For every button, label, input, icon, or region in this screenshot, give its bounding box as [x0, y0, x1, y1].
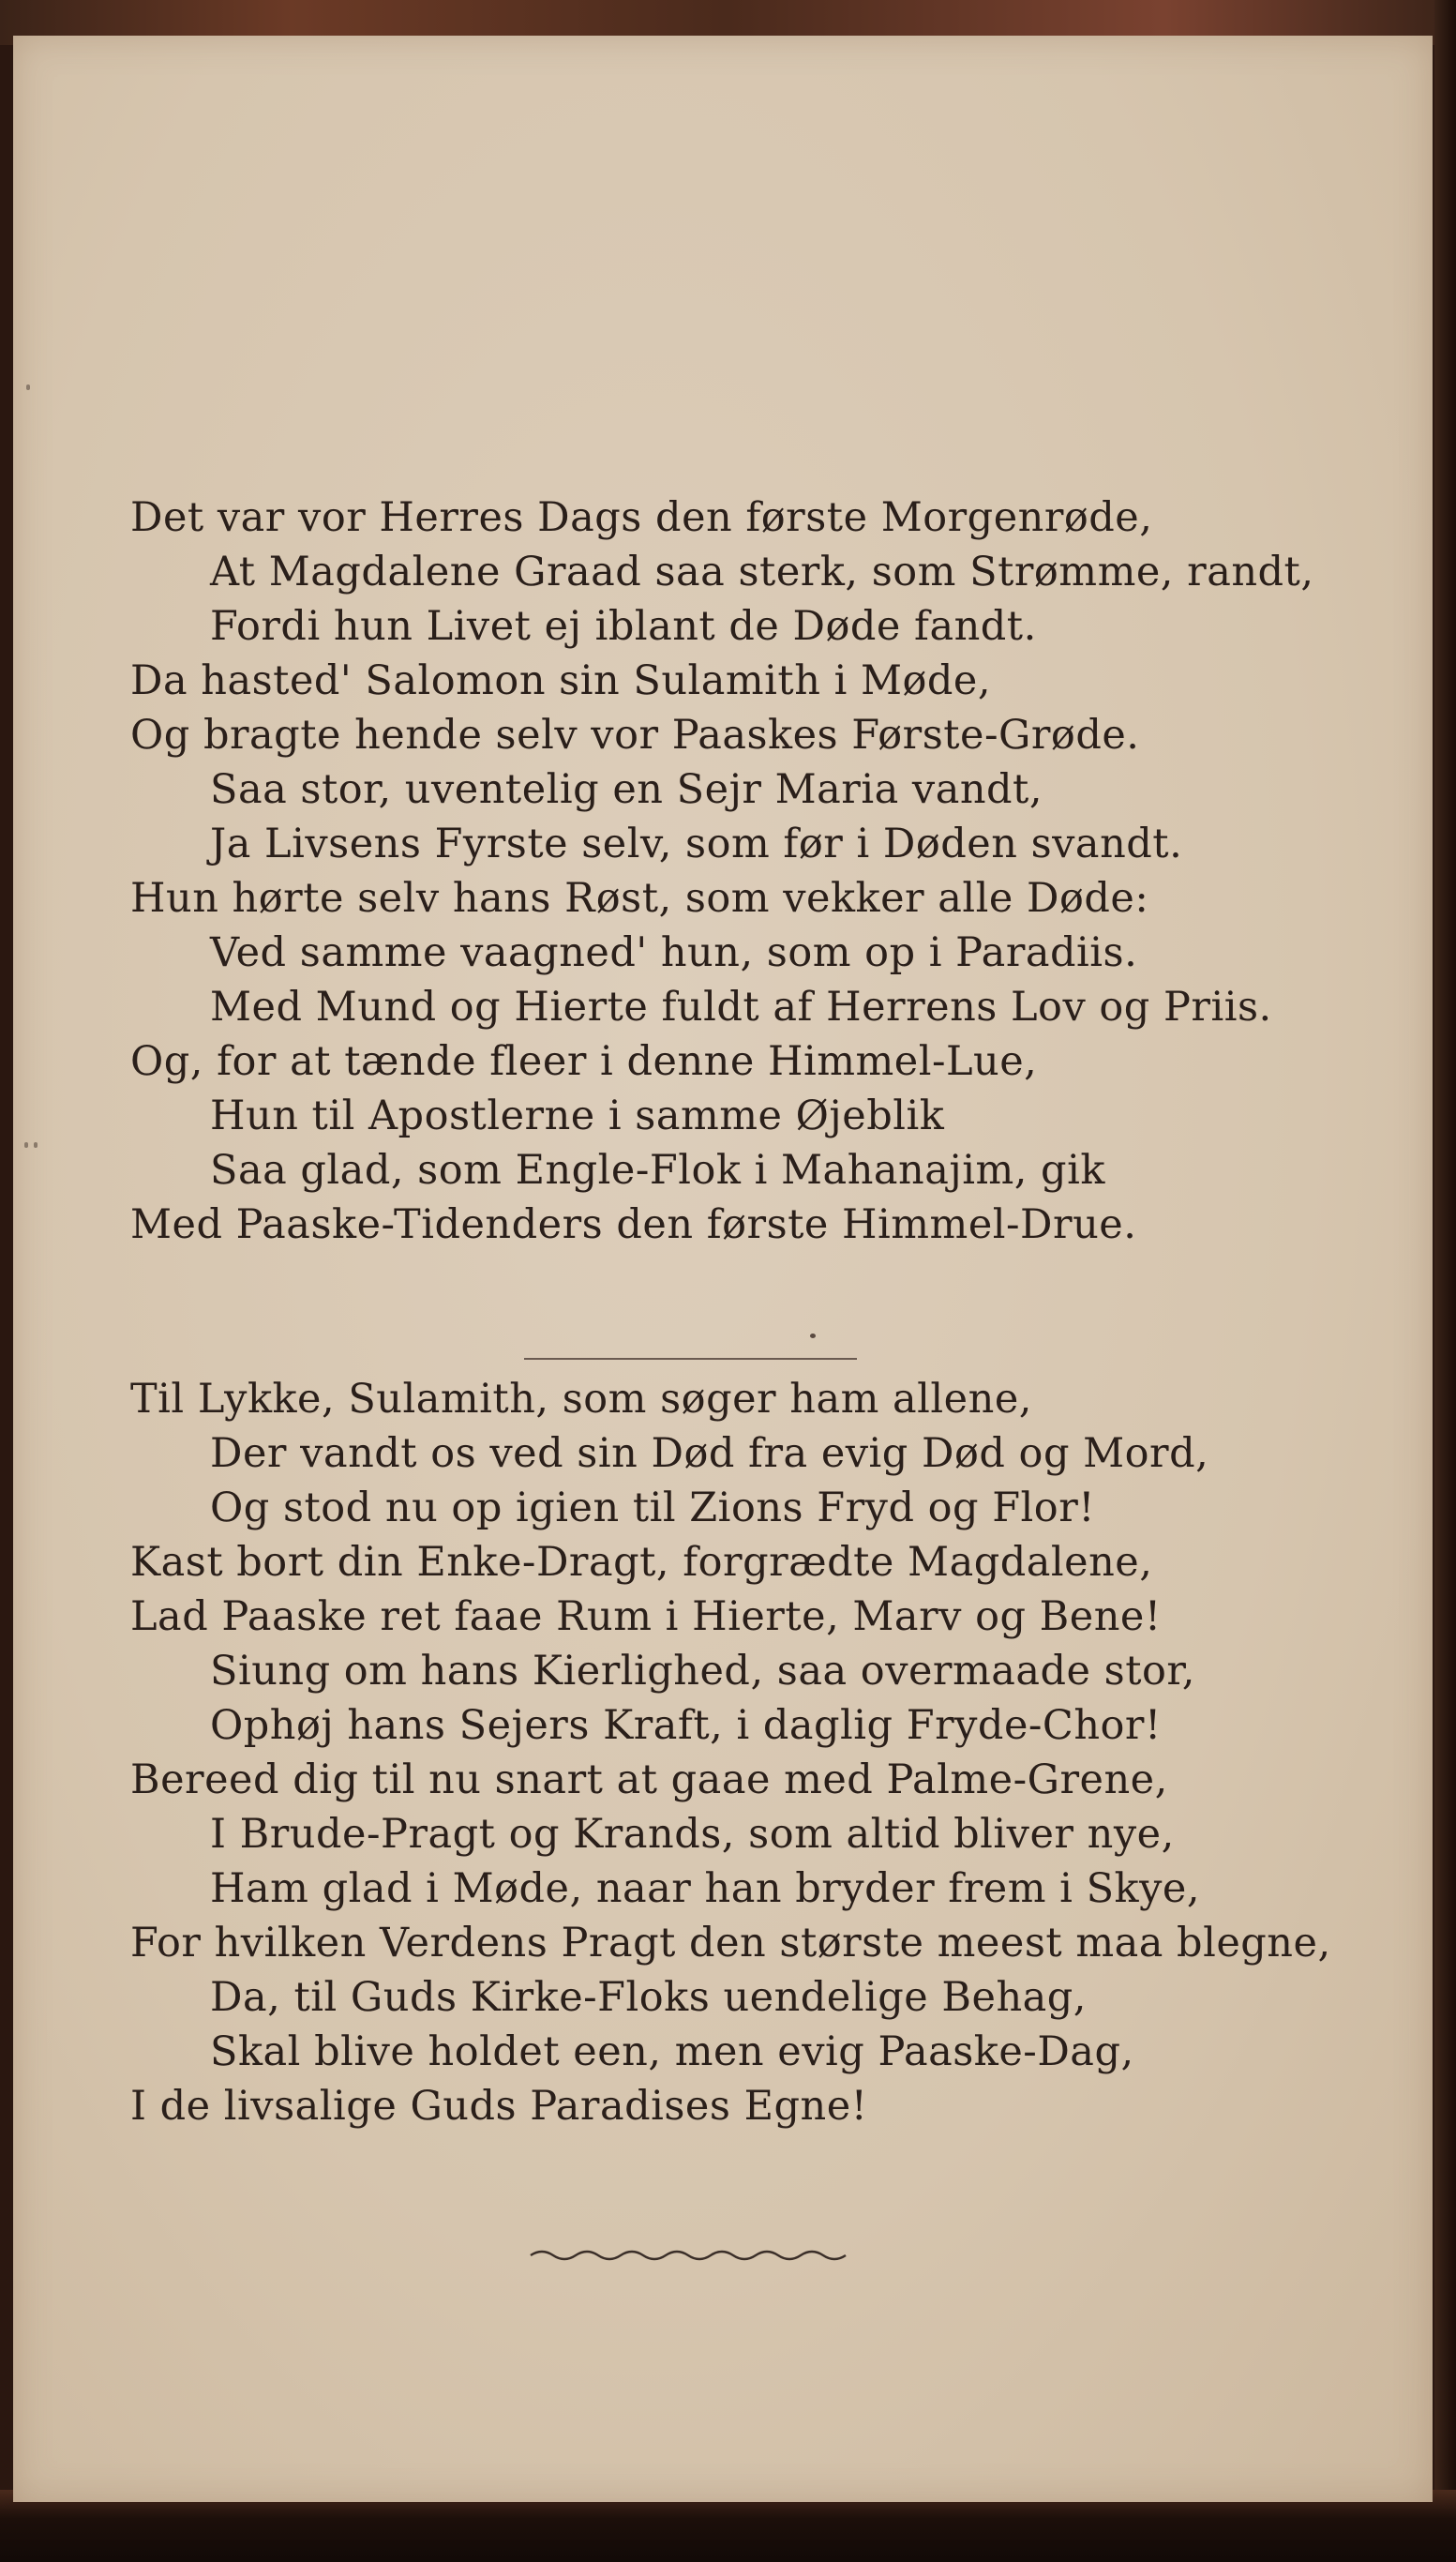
verse-line: Skal blive holdet een, men evig Paaske-Dag, [210, 2028, 1134, 2075]
verse-line: Og bragte hende selv vor Paaskes Første-Grøde. [130, 712, 1140, 759]
verse-line: Ophøj hans Sejers Kraft, i daglig Fryde-Chor! [210, 1702, 1162, 1749]
margin-speck [24, 1142, 28, 1148]
section-divider-rule [524, 1358, 857, 1360]
margin-speck [34, 1142, 38, 1148]
verse-line: Hun hørte selv hans Røst, som vekker alle Døde: [130, 875, 1149, 922]
verse-line: Og stod nu op igien til Zions Fryd og Flor! [210, 1484, 1096, 1531]
verse-line: I Brude-Pragt og Krands, som altid bliver nye, [210, 1811, 1175, 1858]
verse-line: Saa glad, som Engle-Flok i Mahanajim, gik [210, 1147, 1105, 1194]
verse-line: Kast bort din Enke-Dragt, forgrædte Magdalene, [130, 1539, 1153, 1586]
verse-line: Siung om hans Kierlighed, saa overmaade stor, [210, 1648, 1195, 1695]
verse-line: At Magdalene Graad saa sterk, som Strømme, randt, [210, 549, 1314, 595]
verse-line: Ham glad i Møde, naar han bryder frem i Skye, [210, 1865, 1200, 1912]
verse-line: Til Lykke, Sulamith, som søger ham allene, [130, 1376, 1032, 1423]
verse-line: Bereed dig til nu snart at gaae med Palme-Grene, [130, 1756, 1168, 1803]
ink-dot [810, 1334, 816, 1338]
verse-line: Med Paaske-Tidenders den første Himmel-Drue. [130, 1201, 1137, 1248]
verse-line: Da, til Guds Kirke-Floks uendelige Behag, [210, 1974, 1087, 2021]
verse-line: Hun til Apostlerne i samme Øjeblik [210, 1093, 945, 1139]
wavy-ornament-icon [529, 2244, 857, 2267]
verse-line: Ja Livsens Fyrste selv, som før i Døden svandt. [210, 821, 1183, 867]
verse-line: Ved samme vaagned' hun, som op i Paradiis. [210, 929, 1138, 976]
verse-line: Det var vor Herres Dags den første Morgenrøde, [130, 494, 1153, 541]
book-page [13, 36, 1433, 2502]
margin-speck [26, 384, 30, 390]
verse-line: For hvilken Verdens Pragt den største meest maa blegne, [130, 1920, 1331, 1967]
verse-line: Og, for at tænde fleer i denne Himmel-Lue, [130, 1038, 1038, 1085]
verse-line: I de livsalige Guds Paradises Egne! [130, 2083, 868, 2130]
book-binding-right [1434, 0, 1456, 2562]
verse-line: Lad Paaske ret faae Rum i Hierte, Marv og Bene! [130, 1593, 1162, 1640]
verse-line: Da hasted' Salomon sin Sulamith i Møde, [130, 657, 992, 704]
verse-line: Saa stor, uventelig en Sejr Maria vandt, [210, 766, 1043, 813]
verse-line: Fordi hun Livet ej iblant de Døde fandt. [210, 603, 1037, 650]
verse-line: Der vandt os ved sin Død fra evig Død og Mord, [210, 1430, 1209, 1477]
verse-line: Med Mund og Hierte fuldt af Herrens Lov og Priis. [210, 984, 1272, 1031]
